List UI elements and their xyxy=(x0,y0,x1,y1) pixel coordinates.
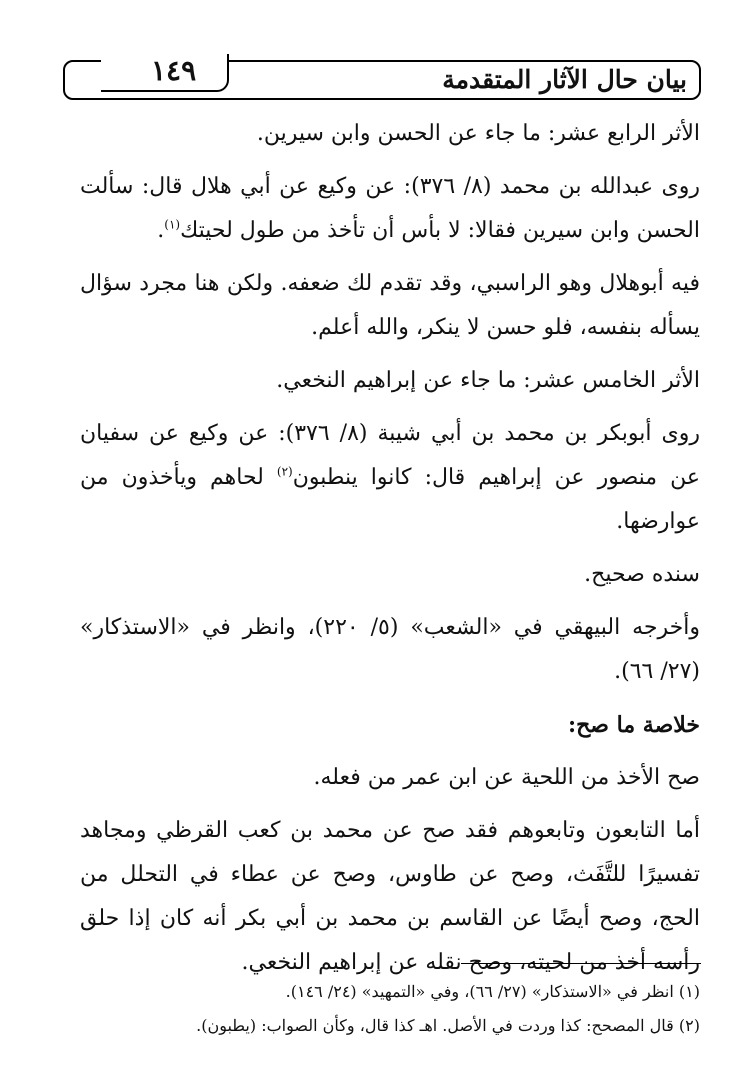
footnotes xyxy=(80,978,700,1046)
paragraph-summary-ibn-umar: صح الأخذ من اللحية عن ابن عمر من فعله. xyxy=(313,765,700,790)
footnote-ref-2: (٢) xyxy=(276,464,293,479)
footnote-2: (٢) قال المصحح: كذا وردت في الأصل. اهـ كذا قال، وكأن الصواب: (يطبون). xyxy=(196,1016,700,1035)
section-heading-summary: خلاصة ما صح: xyxy=(567,712,700,738)
footnote-divider xyxy=(461,963,701,964)
paragraph-isnad-grading: سنده صحيح. xyxy=(584,562,700,587)
paragraph-summary-tabiun: أما التابعون وتابعوهم فقد صح عن محمد بن كعب القرظي ومجاهد تفسيرًا للتَّفَث، وصح عن طاوس، وصح عن عطاء في التحلل من الحج، وصح أيضًا عن القاسم بن محمد بن أبي بكر أنه كان إذا حلق رأسه أخذ من لحيته، وصح نقله عن إبراهيم النخعي. xyxy=(80,818,700,975)
paragraph-bayhaqi-reference: وأخرجه البيهقي في «الشعب» (٥/ ٢٢٠)، وانظر في «الاستذكار» (٢٧/ ٦٦). xyxy=(80,615,701,684)
main-text xyxy=(80,112,700,994)
page-number-frame xyxy=(101,54,229,92)
paragraph-athar-14-heading: الأثر الرابع عشر: ما جاء عن الحسن وابن سيرين. xyxy=(256,121,700,146)
footnote-1: (١) انظر في «الاستذكار» (٢٧/ ٦٦)، وفي «التمهيد» (٢٤/ ١٤٦). xyxy=(285,982,700,1001)
paragraph-athar-14-comment: فيه أبوهلال وهو الراسبي، وقد تقدم لك ضعفه. ولكن هنا مجرد سؤال يسأله بنفسه، فلو حسن لا ينكر، والله أعلم. xyxy=(80,271,700,340)
page-number: ١٤٩ xyxy=(151,54,197,87)
paragraph-athar-14-narration: روى عبدالله بن محمد (٨/ ٣٧٦): عن وكيع عن أبي هلال قال: سألت الحسن وابن سيرين فقالا: لا بأس أن تأخذ من طول لحيتك$^{(١)}$. xyxy=(80,174,701,243)
footnote-ref-1: (١) xyxy=(164,217,181,232)
paragraph-athar-15-narration: روى أبوبكر بن محمد بن أبي شيبة (٨/ ٣٧٦): عن وكيع عن سفيان عن منصور عن إبراهيم قال: كانوا ينطبون$^{(٢)}$ لحاهم ويأخذون من عوارضها. xyxy=(80,421,700,534)
paragraph-athar-15-heading: الأثر الخامس عشر: ما جاء عن إبراهيم النخعي. xyxy=(276,368,700,393)
running-title: بيان حال الآثار المتقدمة xyxy=(442,65,687,94)
running-header xyxy=(63,54,701,100)
